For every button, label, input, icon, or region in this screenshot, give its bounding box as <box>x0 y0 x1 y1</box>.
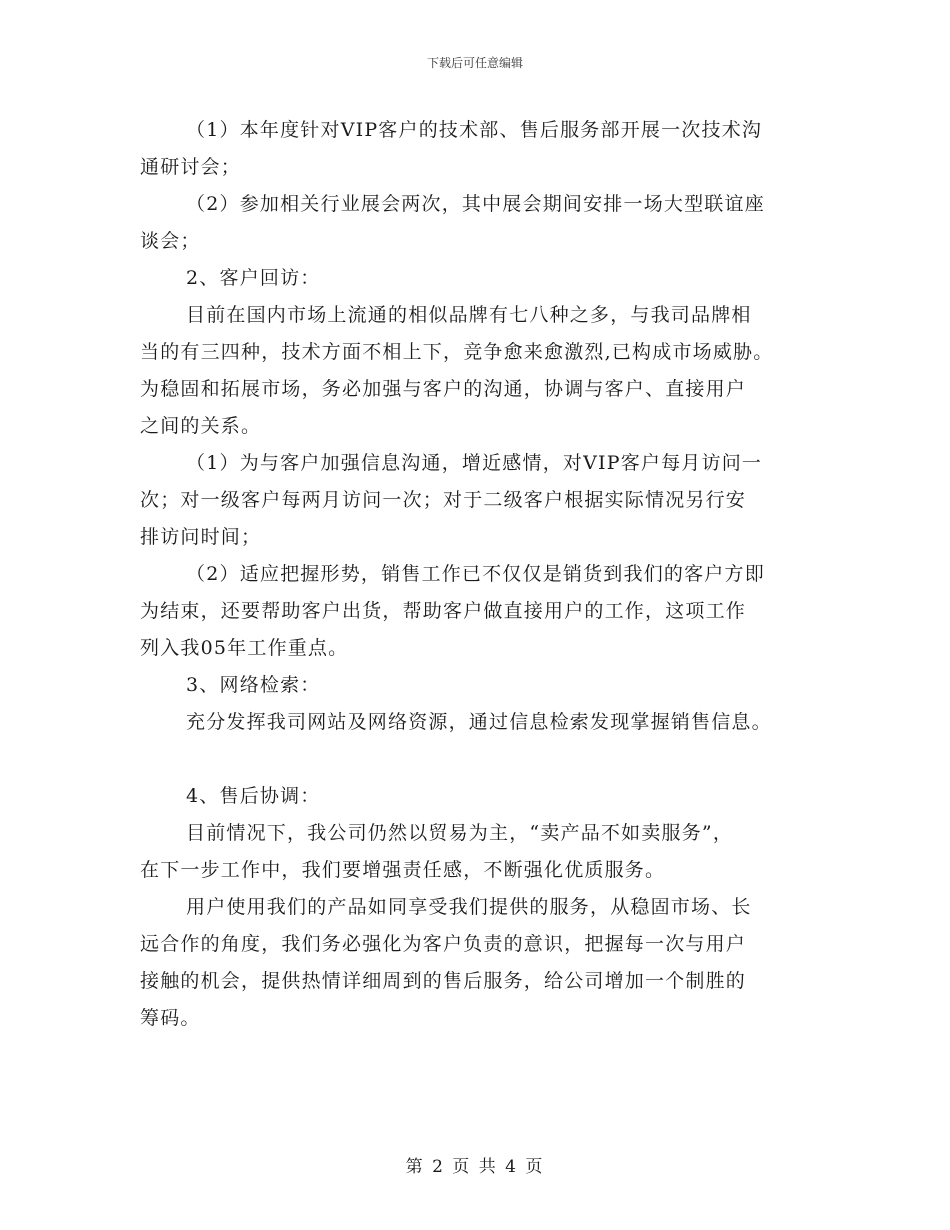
text-line: 用户使用我们的产品如同享受我们提供的服务，从稳固市场、长 <box>186 896 752 918</box>
text-line: 充分发挥我司网站及网络资源，通过信息检索发现掌握销售信息。 <box>186 711 772 733</box>
section-heading-network-search: 3、网络检索： <box>186 674 321 696</box>
section-heading-after-sales: 4、售后协调： <box>186 785 321 807</box>
text-line: 次；对一级客户每两月访问一次；对于二级客户根据实际情况另行安 <box>140 489 747 511</box>
text-line: （1）本年度针对VIP客户的技术部、售后服务部开展一次技术沟 <box>186 119 763 141</box>
paragraph-6 <box>140 704 820 741</box>
paragraph-3 <box>140 297 820 445</box>
text-line: 为结束，还要帮助客户出货，帮助客户做直接用户的工作，这项工作 <box>140 600 747 622</box>
text-line: （1）为与客户加强信息沟通，增近感情，对VIP客户每月访问一 <box>186 452 763 474</box>
paragraph-8 <box>140 889 820 1037</box>
text-line: 接触的机会，提供热情详细周到的售后服务，给公司增加一个制胜的 <box>140 970 747 992</box>
paragraph-2 <box>140 186 820 260</box>
paragraph-5 <box>140 556 820 667</box>
text-line: （2）适应把握形势，销售工作已不仅仅是销货到我们的客户方即 <box>186 563 765 585</box>
text-line: 在下一步工作中，我们要增强责任感，不断强化优质服务。 <box>140 859 666 881</box>
paragraph-7 <box>140 815 820 889</box>
text-line: （2）参加相关行业展会两次，其中展会期间安排一场大型联谊座 <box>186 193 765 215</box>
text-line: 筹码。 <box>140 1007 201 1029</box>
text-line: 为稳固和拓展市场，务必加强与客户的沟通，协调与客户、直接用户 <box>140 378 747 400</box>
text-line: 谈会； <box>140 230 201 252</box>
text-line: 目前情况下，我公司仍然以贸易为主，“卖产品不如卖服务”， <box>186 822 734 844</box>
page-header: 下载后可任意编辑 <box>426 56 523 70</box>
blank-line <box>140 741 820 778</box>
text-line: 当的有三四种，技术方面不相上下，竞争愈来愈激烈,已构成市场威胁。 <box>140 341 774 363</box>
text-line: 排访问时间； <box>140 526 262 548</box>
page-footer: 第 2 页 共 4 页 <box>405 1157 545 1177</box>
text-line: 列入我05年工作重点。 <box>140 637 349 659</box>
document-body <box>140 112 820 1037</box>
text-line: 目前在国内市场上流通的相似品牌有七八种之多，与我司品牌相 <box>186 304 752 326</box>
text-line: 通研讨会； <box>140 156 242 178</box>
section-heading-customer-visit: 2、客户回访： <box>186 267 321 289</box>
paragraph-1 <box>140 112 820 186</box>
text-line: 远合作的角度，我们务必强化为客户负责的意识，把握每一次与用户 <box>140 933 747 955</box>
text-line: 之间的关系。 <box>140 415 262 437</box>
paragraph-4 <box>140 445 820 556</box>
